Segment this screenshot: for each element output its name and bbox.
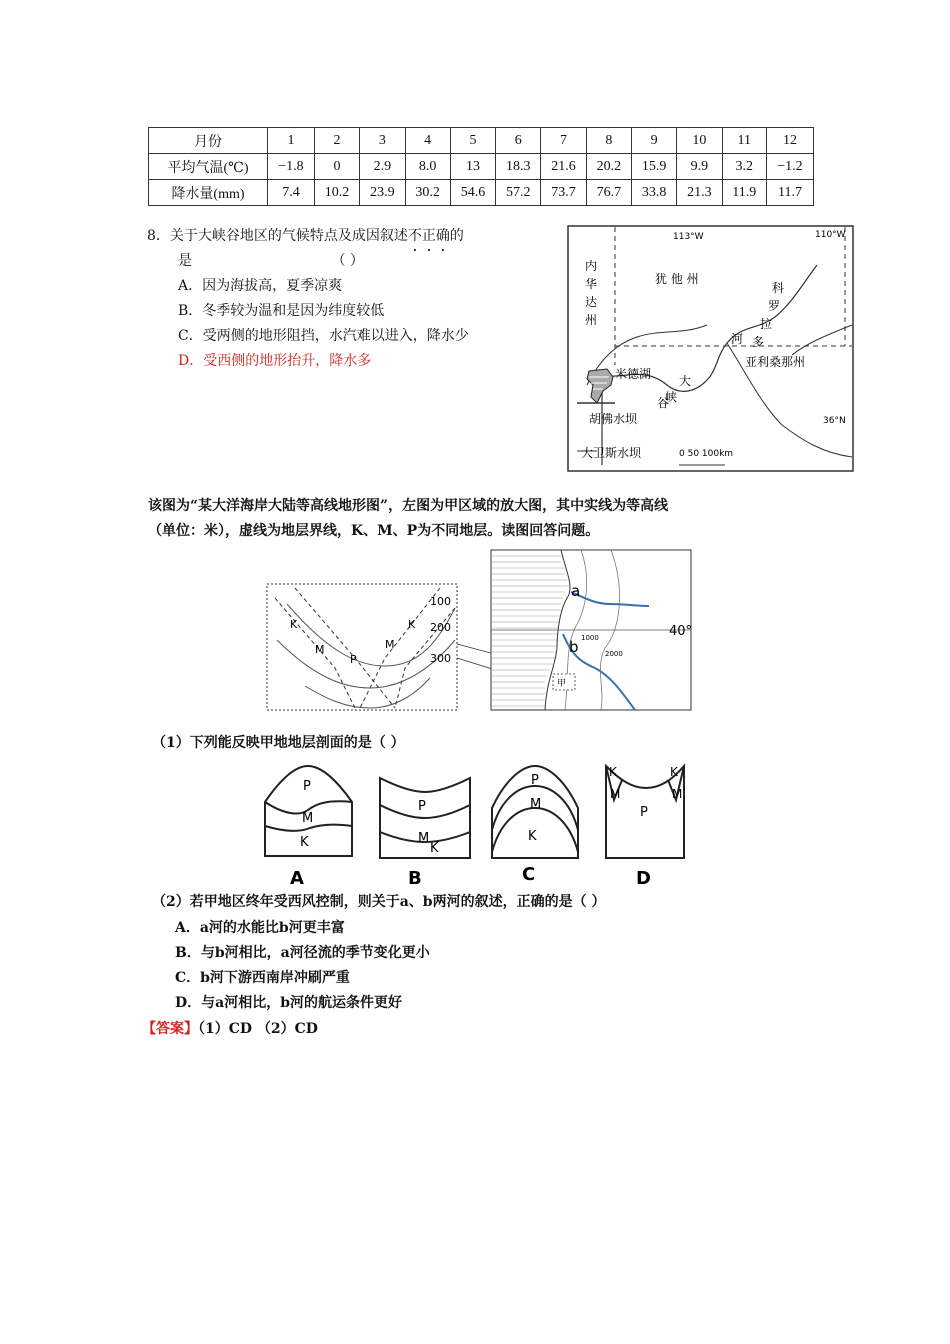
layer-m-label: M — [385, 638, 395, 651]
month-cell: 9 — [631, 128, 676, 154]
davis-dam-label: 大卫斯水坝 — [581, 446, 642, 460]
layer-m-label: M — [610, 787, 621, 801]
month-cell: 5 — [450, 128, 495, 154]
section-d-label: D — [636, 868, 651, 889]
layer-m-label: M — [315, 643, 325, 656]
nevada-char: 内 — [585, 259, 598, 273]
layer-k-label: K — [300, 835, 309, 850]
lat-40-label: 40° — [669, 624, 693, 639]
precip-label: 降水量(mm) — [149, 180, 268, 206]
month-cell: 3 — [360, 128, 405, 154]
contour-300-label: 300 — [430, 652, 451, 665]
answer-tag: 【答案】 — [142, 1021, 198, 1037]
section-d — [606, 765, 684, 889]
layer-k-label: K — [408, 618, 416, 631]
layer-k-label: K — [430, 841, 439, 856]
q8-stem-line2 — [178, 249, 364, 274]
strata-sections — [260, 760, 692, 890]
q2-option-c: C．b河下游西南岸冲刷严重 — [175, 970, 350, 986]
section-a — [265, 766, 352, 889]
precip-cell: 7.4 — [268, 180, 315, 206]
elev-2000-label: 2000 — [605, 650, 623, 658]
utah-label: 犹 他 州 — [655, 272, 699, 286]
temp-cell: 18.3 — [496, 154, 541, 180]
q8-emph-char: 正 — [421, 228, 436, 244]
table-row-temp — [149, 154, 814, 180]
canyon-char: 峡 — [665, 390, 678, 404]
q2-option-d: D．与a河相比，b河的航运条件更好 — [175, 995, 403, 1011]
section-c — [492, 766, 578, 885]
q8-stem — [147, 224, 464, 249]
table-row-months — [149, 128, 814, 154]
temp-cell: 13 — [450, 154, 495, 180]
precip-cell: 30.2 — [405, 180, 450, 206]
intro-line-1: 该图为“某大洋海岸大陆等高线地形图”，左图为甲区域的放大图，其中实线为等高线 — [148, 498, 669, 514]
contour-map — [265, 548, 700, 714]
temp-cell: −1.8 — [268, 154, 315, 180]
precip-cell: 10.2 — [314, 180, 359, 206]
scale-label: 0 50 100km — [679, 449, 734, 459]
q2-option-b: B．与b河相比，a河径流的季节变化更小 — [175, 945, 430, 961]
answer-text: （1）CD （2）CD — [198, 1021, 318, 1037]
month-cell: 11 — [722, 128, 766, 154]
elev-1000-label: 1000 — [581, 634, 599, 642]
q8-stem-end: 的 — [449, 228, 464, 244]
month-cell: 4 — [405, 128, 450, 154]
canyon-char: 谷 — [657, 396, 670, 410]
layer-m-label: M — [672, 787, 683, 801]
q8-option-a: A．因为海拔高，夏季凉爽 — [178, 278, 343, 294]
month-cell: 12 — [766, 128, 813, 154]
arizona-label: 亚利桑那州 — [745, 355, 806, 369]
precip-cell: 76.7 — [586, 180, 631, 206]
q8-emph-char: 不 — [407, 228, 422, 244]
contour-200-label: 200 — [430, 621, 451, 634]
colorado-char: 科 — [772, 281, 785, 295]
temp-cell: 0 — [314, 154, 359, 180]
hoover-dam-label: 胡佛水坝 — [589, 412, 638, 426]
precip-cell: 21.3 — [677, 180, 722, 206]
nevada-char: 华 — [585, 277, 598, 291]
lat-36-label: 36°N — [823, 416, 846, 426]
precip-cell: 11.9 — [722, 180, 766, 206]
q8-stem-text: 8．关于大峡谷地区的气候特点及成因叙述 — [147, 228, 408, 244]
river-b-label: b — [569, 638, 579, 656]
precip-cell: 54.6 — [450, 180, 495, 206]
month-cell: 10 — [677, 128, 722, 154]
layer-p-label: P — [350, 653, 357, 666]
precip-cell: 57.2 — [496, 180, 541, 206]
river-label: 河 — [731, 332, 744, 346]
canyon-char: 大 — [679, 374, 692, 388]
layer-p-label: P — [303, 779, 311, 794]
nevada-char: 州 — [585, 313, 598, 327]
q8-option-d: D．受西侧的地形抬升，降水多 — [178, 353, 372, 369]
temp-cell: −1.2 — [766, 154, 813, 180]
temp-cell: 20.2 — [586, 154, 631, 180]
lon-110-label: 110°W — [815, 230, 846, 240]
temp-cell: 8.0 — [405, 154, 450, 180]
layer-p-label: P — [640, 805, 648, 820]
q2-option-a: A．a河的水能比b河更丰富 — [175, 920, 345, 936]
layer-k-label: K — [609, 765, 617, 779]
map-frame — [568, 226, 853, 471]
precip-cell: 33.8 — [631, 180, 676, 206]
layer-p-label: P — [531, 773, 539, 788]
temp-cell: 15.9 — [631, 154, 676, 180]
colorado-char: 罗 — [768, 299, 781, 313]
q8-stem-shi: 是 — [178, 253, 192, 269]
river-a-label: a — [571, 582, 581, 600]
intro-line-2: （单位：米），虚线为地层界线，K、M、P为不同地层。读图回答问题。 — [148, 523, 600, 539]
section-c-label: C — [522, 864, 536, 885]
layer-k-label: K — [290, 618, 298, 631]
temp-cell: 3.2 — [722, 154, 766, 180]
layer-m-label: M — [302, 811, 314, 826]
temp-cell: 2.9 — [360, 154, 405, 180]
layer-m-label: M — [530, 797, 542, 812]
month-cell: 7 — [541, 128, 586, 154]
layer-k-label: K — [528, 829, 537, 844]
q8-answer-blank: （ ） — [331, 253, 364, 269]
q1-text: （1）下列能反映甲地地层剖面的是（ ） — [152, 735, 405, 751]
q2-text: （2）若甲地区终年受西风控制，则关于a、b两河的叙述，正确的是（ ） — [152, 894, 606, 910]
q8-option-b: B．冬季较为温和是因为纬度较低 — [178, 303, 385, 319]
precip-cell: 11.7 — [766, 180, 813, 206]
contour-100-label: 100 — [430, 595, 451, 608]
grand-canyon-map — [567, 225, 854, 472]
section-a-label: A — [290, 868, 304, 889]
climate-table — [148, 127, 814, 206]
section-b — [380, 778, 470, 889]
header-label: 月份 — [149, 128, 268, 154]
month-cell: 6 — [496, 128, 541, 154]
lon-113-label: 113°W — [673, 232, 704, 242]
precip-cell: 73.7 — [541, 180, 586, 206]
month-cell: 2 — [314, 128, 359, 154]
temp-cell: 21.6 — [541, 154, 586, 180]
jia-label: 甲 — [557, 679, 567, 689]
precip-cell: 23.9 — [360, 180, 405, 206]
month-cell: 1 — [268, 128, 315, 154]
temp-label: 平均气温(℃) — [149, 154, 268, 180]
layer-k-label: K — [670, 765, 678, 779]
colorado-char: 多 — [752, 335, 765, 349]
nevada-char: 达 — [585, 295, 598, 309]
q8-emph-char: 确 — [435, 228, 450, 244]
answer-line — [142, 1017, 318, 1042]
layer-m-label: M — [418, 831, 430, 846]
temp-cell: 9.9 — [677, 154, 722, 180]
month-cell: 8 — [586, 128, 631, 154]
q8-option-c: C．受两侧的地形阻挡，水汽难以进入，降水少 — [178, 328, 469, 344]
section-b-label: B — [408, 868, 422, 889]
colorado-char: 拉 — [760, 317, 773, 331]
layer-p-label: P — [418, 799, 426, 814]
lake-mead-label: 米德湖 — [615, 367, 652, 381]
table-row-precip — [149, 180, 814, 206]
